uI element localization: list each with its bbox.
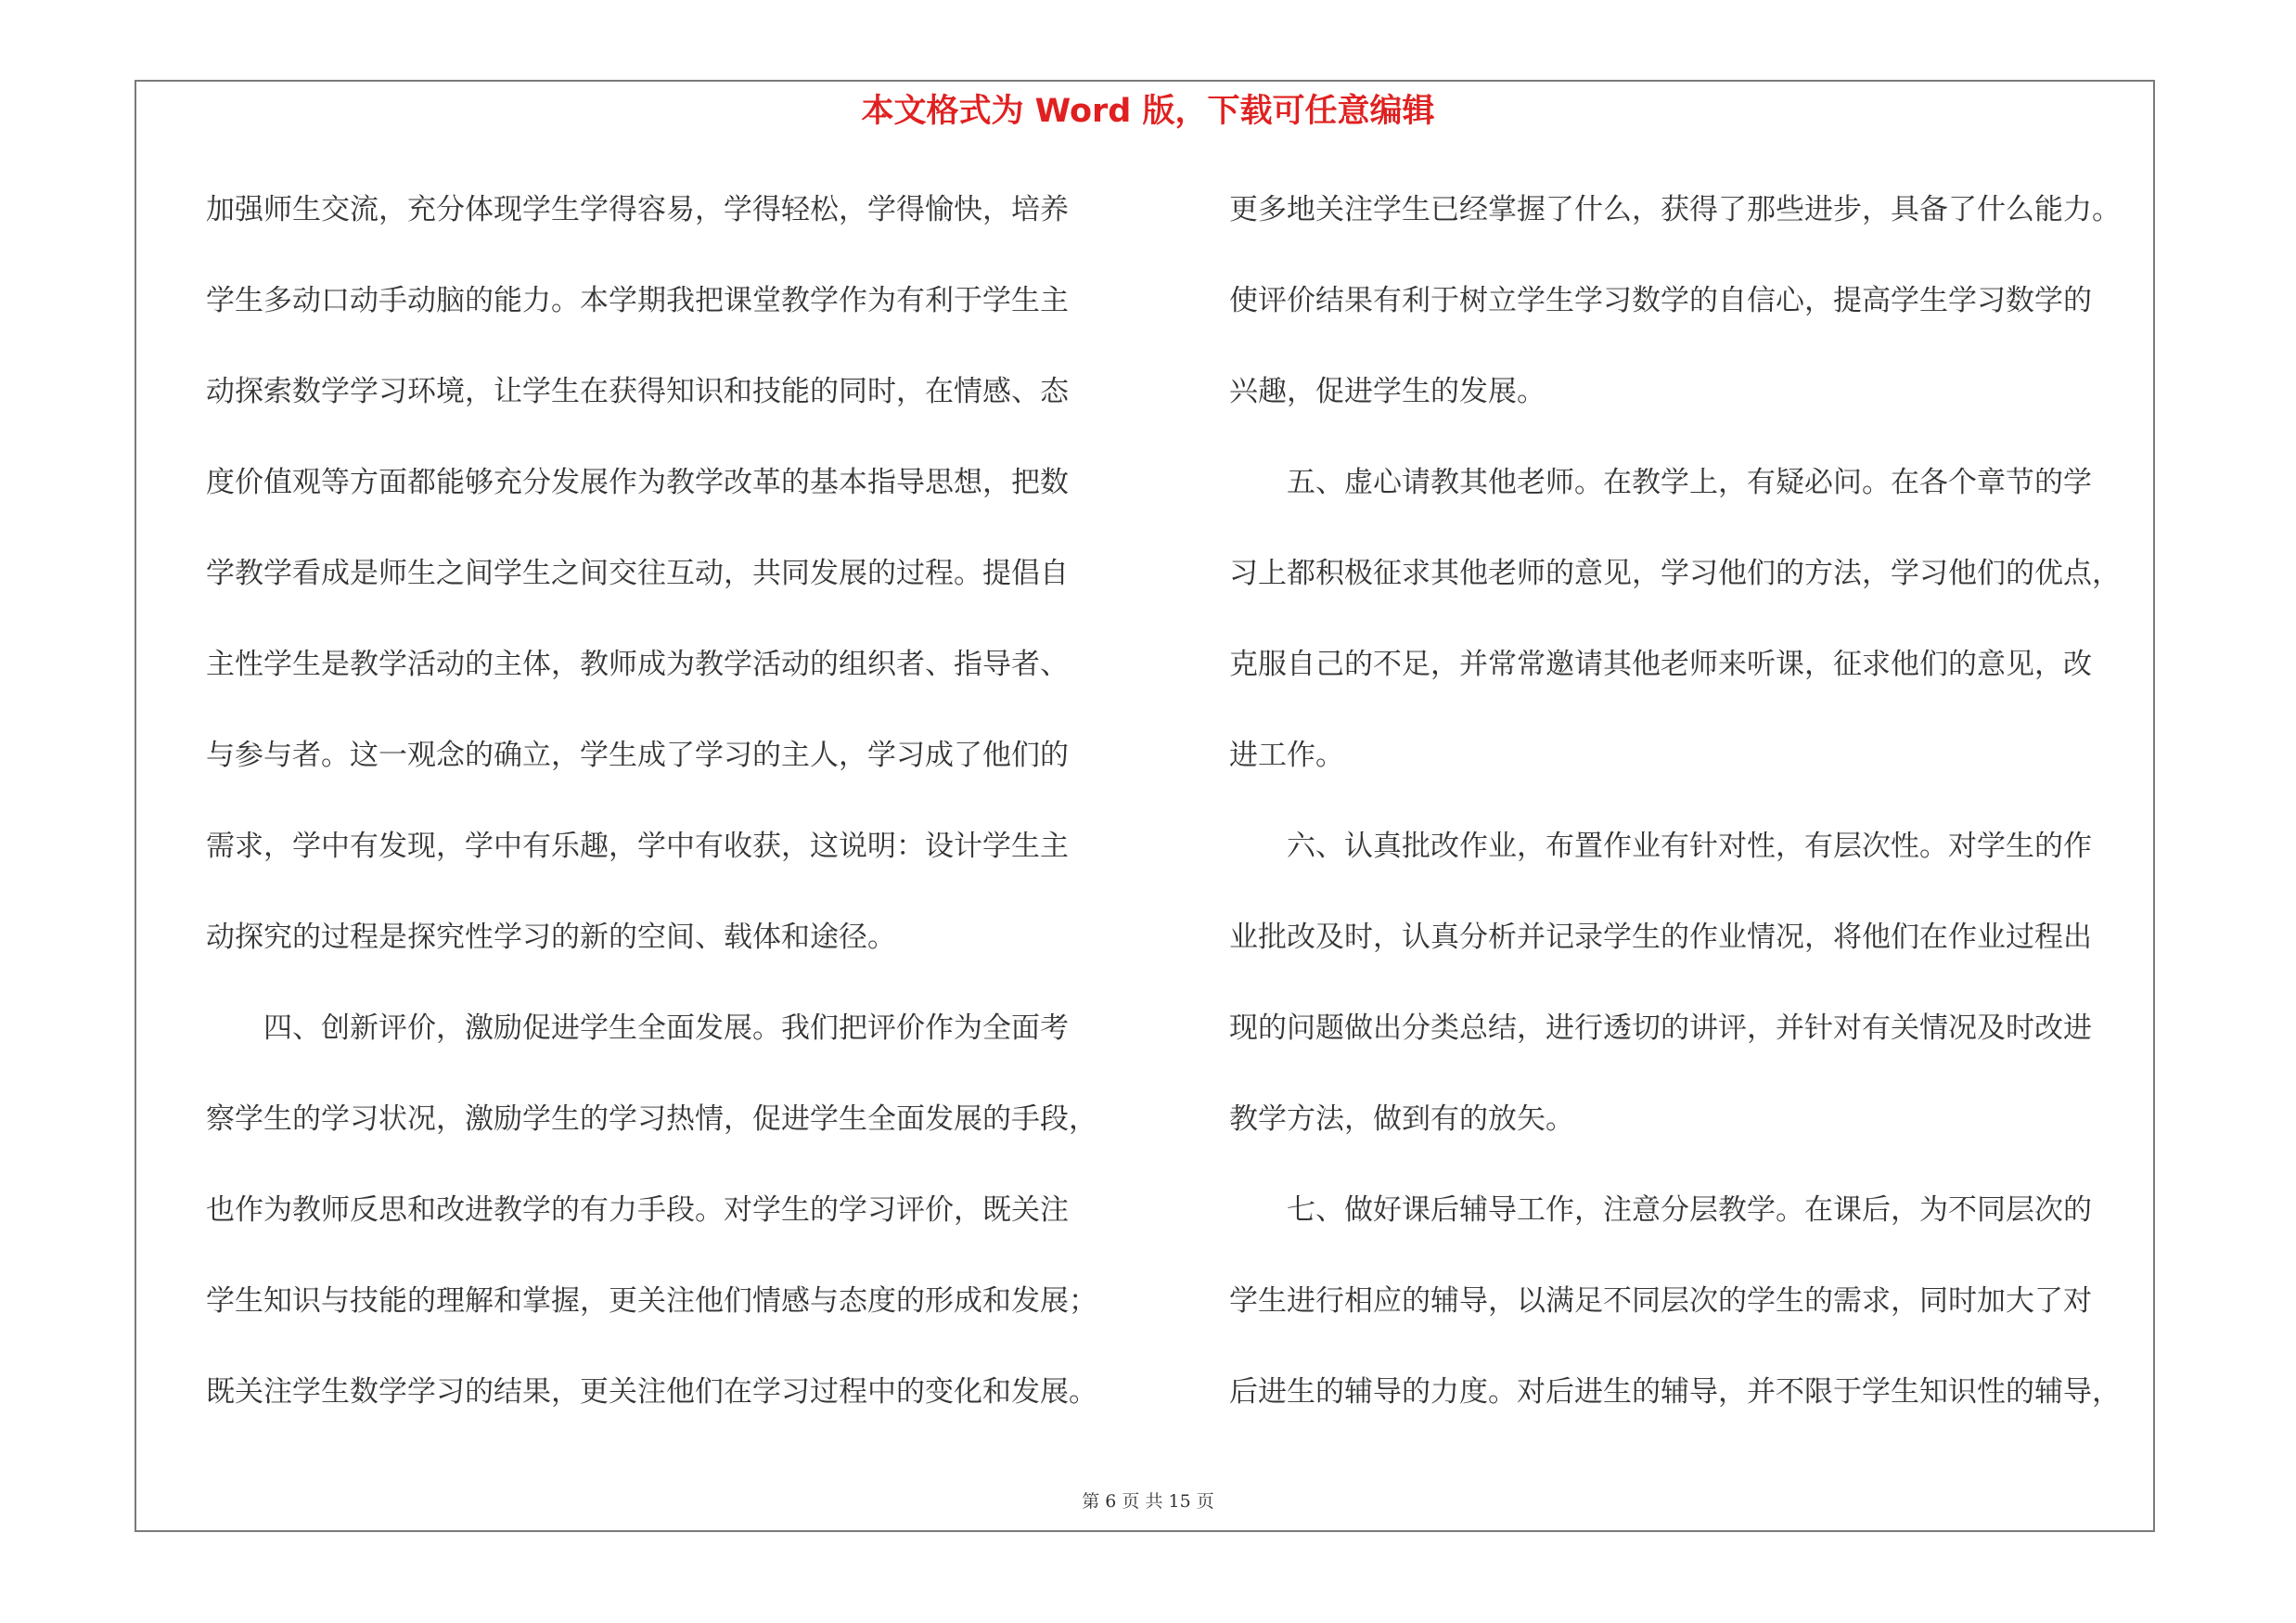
text-line: 使评价结果有利于树立学生学习数学的自信心，提高学生学习数学的 <box>1229 284 2092 317</box>
text-line: 既关注学生数学学习的结果，更关注他们在学习过程中的变化和发展。 <box>206 1375 1097 1409</box>
text-line: 四、创新评价，激励促进学生全面发展。我们把评价作为全面考 <box>206 1011 1069 1045</box>
text-line: 五、虚心请教其他老师。在教学上，有疑必问。在各个章节的学 <box>1229 466 2092 499</box>
text-line: 学教学看成是师生之间学生之间交往互动，共同发展的过程。提倡自 <box>206 557 1069 590</box>
text-line: 加强师生交流，充分体现学生学得容易，学得轻松，学得愉快，培养 <box>206 193 1069 226</box>
text-line: 更多地关注学生已经掌握了什么，获得了那些进步，具备了什么能力。 <box>1229 193 2121 226</box>
text-line: 七、做好课后辅导工作，注意分层教学。在课后，为不同层次的 <box>1229 1193 2092 1227</box>
right-column <box>1229 182 2157 1455</box>
left-column <box>206 182 1157 1455</box>
text-line: 六、认真批改作业，布置作业有针对性，有层次性。对学生的作 <box>1229 830 2092 863</box>
text-line: 学生进行相应的辅导，以满足不同层次的学生的需求，同时加大了对 <box>1229 1284 2092 1318</box>
text-line: 教学方法，做到有的放矢。 <box>1229 1102 1574 1136</box>
text-line: 后进生的辅导的力度。对后进生的辅导，并不限于学生知识性的辅导， <box>1229 1375 2121 1409</box>
text-line: 主性学生是教学活动的主体，教师成为教学活动的组织者、指导者、 <box>206 648 1069 681</box>
text-line: 克服自己的不足，并常常邀请其他老师来听课，征求他们的意见，改 <box>1229 648 2092 681</box>
text-line: 需求，学中有发现，学中有乐趣，学中有收获，这说明：设计学生主 <box>206 830 1069 863</box>
format-banner: 本文格式为 Word 版，下载可任意编辑 <box>861 93 1435 130</box>
text-line: 学生知识与技能的理解和掌握，更关注他们情感与态度的形成和发展； <box>206 1284 1097 1318</box>
page-number: 第 6 页 共 15 页 <box>1082 1491 1214 1512</box>
text-line: 动探究的过程是探究性学习的新的空间、载体和途径。 <box>206 921 896 954</box>
text-line: 进工作。 <box>1229 739 1344 772</box>
text-line: 动探索数学学习环境，让学生在获得知识和技能的同时，在情感、态 <box>206 375 1069 408</box>
text-line: 度价值观等方面都能够充分发展作为教学改革的基本指导思想，把数 <box>206 466 1069 499</box>
text-line: 业批改及时，认真分析并记录学生的作业情况，将他们在作业过程出 <box>1229 921 2092 954</box>
text-line: 习上都积极征求其他老师的意见，学习他们的方法，学习他们的优点， <box>1229 557 2121 590</box>
text-line: 现的问题做出分类总结，进行透切的讲评，并针对有关情况及时改进 <box>1229 1011 2092 1045</box>
text-line: 察学生的学习状况，激励学生的学习热情，促进学生全面发展的手段， <box>206 1102 1097 1136</box>
text-line: 学生多动口动手动脑的能力。本学期我把课堂教学作为有利于学生主 <box>206 284 1069 317</box>
text-line: 兴趣，促进学生的发展。 <box>1229 375 1546 408</box>
text-line: 与参与者。这一观念的确立，学生成了学习的主人，学习成了他们的 <box>206 739 1069 772</box>
text-line: 也作为教师反思和改进教学的有力手段。对学生的学习评价，既关注 <box>206 1193 1069 1227</box>
